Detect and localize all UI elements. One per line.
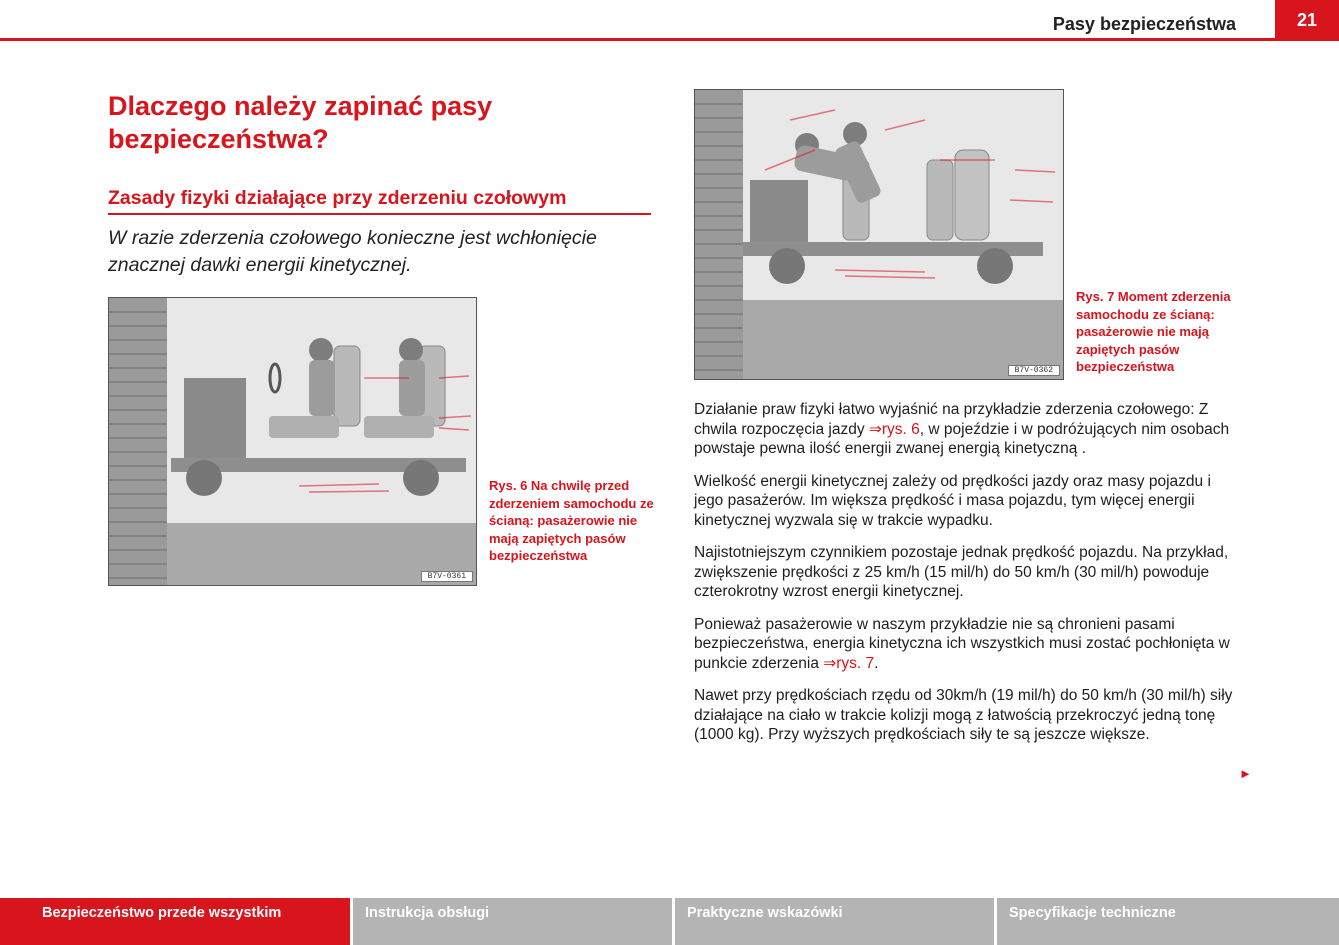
- page-title: Dlaczego należy zapinać pasy bezpieczeństwa?: [108, 91, 493, 154]
- footer-tab-bar: [0, 898, 1339, 945]
- footer-tab-operating-instructions[interactable]: Instrukcja obsługi: [353, 898, 672, 945]
- paragraph-4-text-b: .: [874, 654, 879, 672]
- next-page-arrow-icon[interactable]: ►: [1239, 766, 1252, 781]
- page-number: 21: [1275, 0, 1339, 40]
- figure-6-code: B7V-0361: [421, 571, 473, 582]
- paragraph-4-text-a: Ponieważ pasażerowie w naszym przykładzie nie są chronieni pasami bezpieczeństwa, energia kinetyczna ich wszystkich musi zostać pochłonięta w punkcie zderzenia: [694, 615, 1230, 672]
- paragraph-3: Najistotniejszym czynnikiem pozostaje jednak prędkość pojazdu. Na przykład, zwiększenie prędkości z 25 km/h (15 mil/h) do 50 km/h (30 mil/h) powoduje czterokrotny wzrost energii kinetycznej.: [694, 544, 1229, 600]
- figure-7-illustration: [694, 89, 1064, 380]
- figure-7-caption: Rys. 7 Moment zderzenia samochodu ze ścianą: pasażerowie nie mają zapiętych pasów bezpieczeństwa: [1076, 289, 1231, 374]
- paragraph-4: [694, 615, 1239, 674]
- paragraph-1-text-a: Działanie praw fizyki łatwo wyjaśnić na przykładzie zderzenia czołowego: Z chwila rozpoczęcia jazdy: [694, 401, 1209, 438]
- paragraph-1-text-b: , w pojeździe i w podróżujących nim osobach powstaje pewna ilość energii zwanej energią kinetyczną .: [694, 420, 1230, 457]
- paragraph-5: Nawet przy prędkościach rzędu od 30km/h (19 mil/h) do 50 km/h (30 mil/h) siły działające na ciało w trakcie kolizji mogą z łatwością przekroczyć jedną tonę (1000 kg). Przy wyższych prędkościach siły te są jeszcze większe.: [694, 687, 1233, 743]
- figure-6-illustration: [108, 297, 477, 586]
- figure-6-caption: Rys. 6 Na chwilę przed zderzeniem samochodu ze ścianą: pasażerowie nie mają zapiętych pasów bezpieczeństwa: [489, 478, 654, 563]
- figure-6-link[interactable]: ⇒rys. 6: [868, 420, 920, 438]
- figure-7-code: B7V-0362: [1008, 365, 1060, 376]
- header-rule: [0, 38, 1339, 41]
- footer-tab-practical-tips[interactable]: Praktyczne wskazówki: [675, 898, 994, 945]
- subheading-rule: [108, 213, 651, 215]
- figure-7-link[interactable]: ⇒rys. 7: [823, 654, 875, 672]
- section-subheading: Zasady fizyki działające przy zderzeniu czołowym: [108, 187, 567, 209]
- body-text: [694, 400, 1239, 758]
- header-section-title: Pasy bezpieczeństwa: [1052, 14, 1236, 34]
- intro-text: W razie zderzenia czołowego konieczne jest wchłonięcie znacznej dawki energii kinetycznej.: [108, 227, 597, 276]
- paragraph-1: [694, 400, 1239, 459]
- paragraph-2: Wielkość energii kinetycznej zależy od prędkości jazdy oraz masy pojazdu i jego pasażerów. Im większa prędkość i masa pojazdu, tym więcej energii kinetycznej wyzwala się w trakcie wypadku.: [694, 472, 1211, 529]
- footer-tab-safety[interactable]: Bezpieczeństwo przede wszystkim: [0, 898, 350, 945]
- footer-tab-technical-specs[interactable]: Specyfikacje techniczne: [997, 898, 1339, 945]
